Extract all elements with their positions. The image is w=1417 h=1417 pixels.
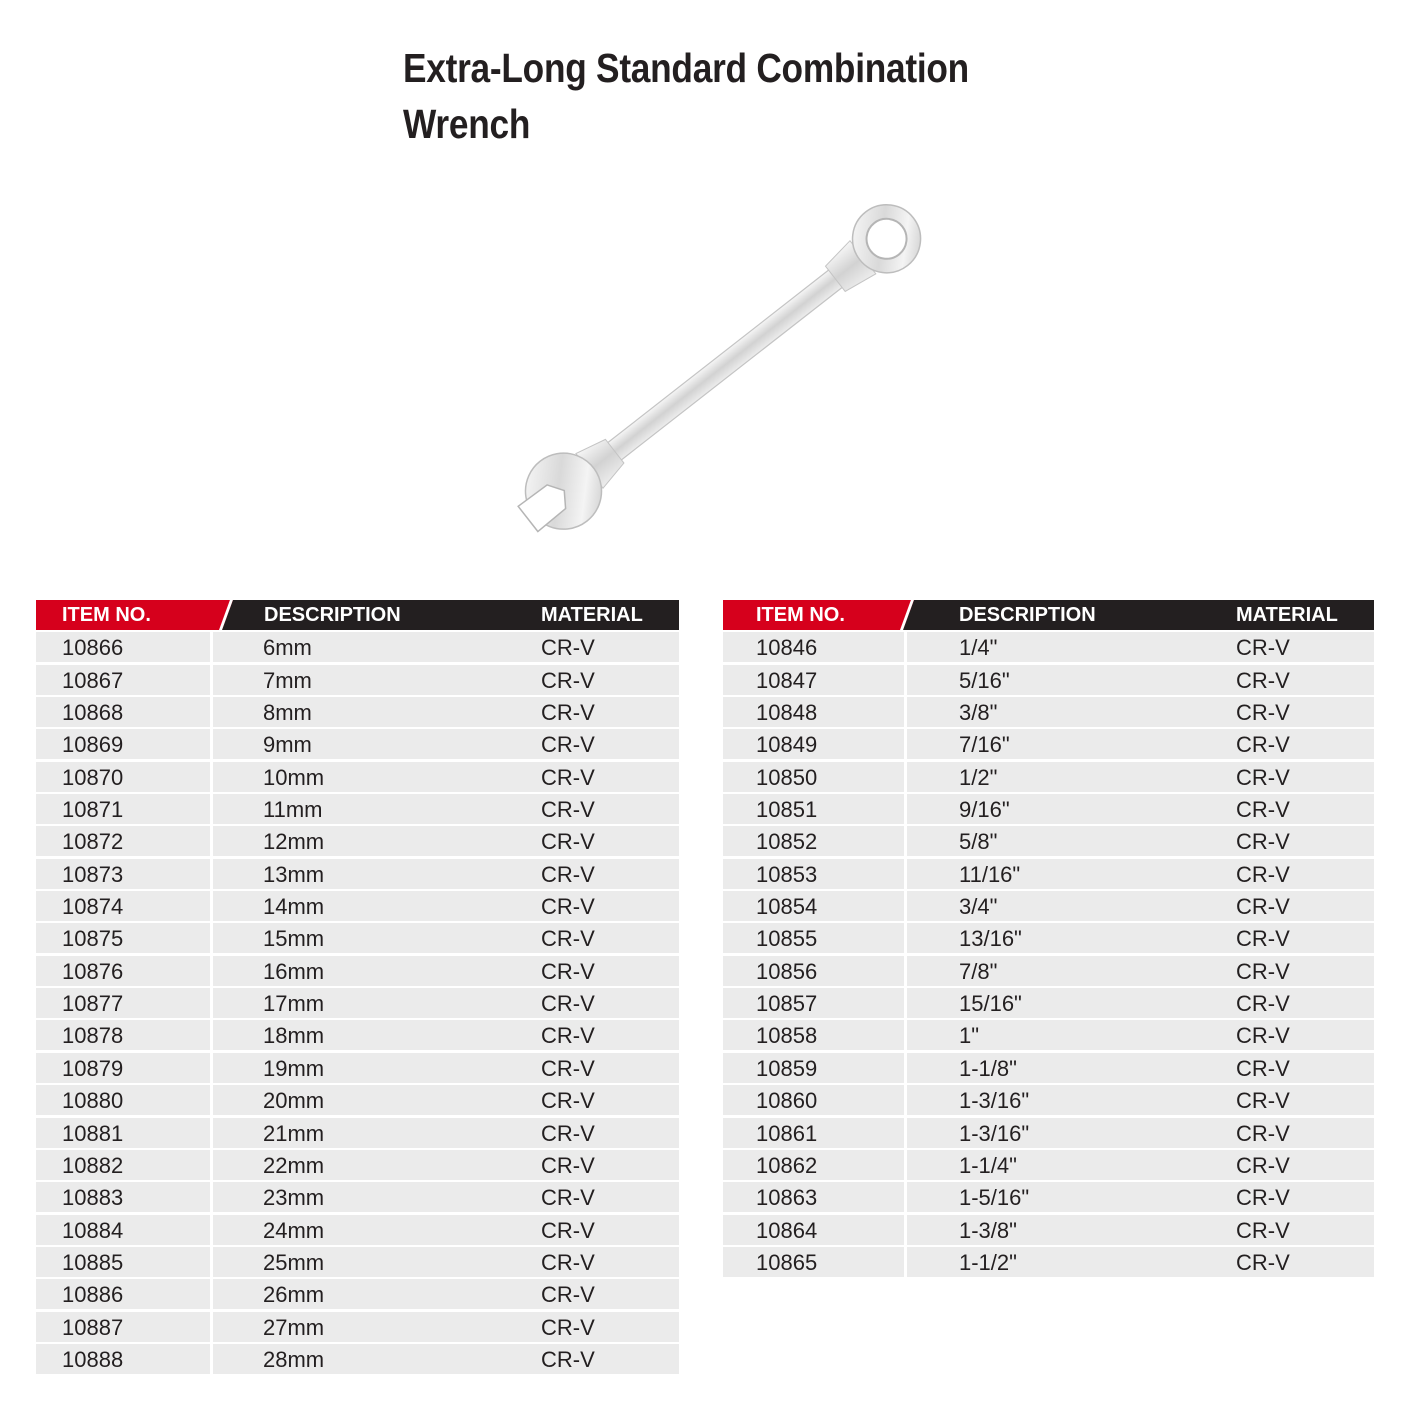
table-row — [36, 1150, 679, 1180]
header-material: MATERIAL — [541, 604, 643, 626]
table-row — [36, 1053, 679, 1083]
item-material: CR-V — [1236, 958, 1290, 984]
item-material: CR-V — [541, 861, 595, 887]
item-description: 1-1/2" — [959, 1249, 1017, 1275]
item-material: CR-V — [541, 732, 595, 758]
item-material: CR-V — [541, 829, 595, 855]
item-number: 10864 — [756, 1217, 818, 1243]
item-number: 10851 — [756, 797, 818, 823]
item-material: CR-V — [1236, 797, 1290, 823]
table-row — [723, 1020, 1374, 1050]
item-number: 10874 — [62, 894, 124, 920]
item-description: 11mm — [263, 797, 323, 823]
item-number: 10853 — [756, 861, 818, 887]
item-material: CR-V — [541, 797, 595, 823]
item-description: 16mm — [263, 958, 325, 984]
header-item-no: ITEM NO. — [62, 604, 151, 626]
table-row — [723, 1247, 1374, 1277]
item-material: CR-V — [541, 1088, 595, 1114]
item-number: 10859 — [756, 1055, 818, 1081]
item-number: 10883 — [62, 1185, 124, 1211]
item-description: 1-3/8" — [959, 1217, 1017, 1243]
item-description: 21mm — [263, 1120, 325, 1146]
item-description: 10mm — [263, 764, 325, 790]
item-description: 1" — [959, 1023, 980, 1049]
page-title-line1: Extra-Long Standard Combination — [403, 45, 969, 91]
item-number: 10884 — [62, 1217, 124, 1243]
item-description: 17mm — [263, 991, 325, 1017]
item-material: CR-V — [1236, 1185, 1290, 1211]
item-number: 10856 — [756, 958, 818, 984]
table-row — [36, 1215, 679, 1245]
item-material: CR-V — [1236, 1217, 1290, 1243]
item-description: 27mm — [263, 1314, 325, 1340]
item-material: CR-V — [1236, 861, 1290, 887]
item-number: 10858 — [756, 1023, 818, 1049]
table-row — [36, 794, 679, 824]
item-number: 10866 — [62, 635, 124, 661]
item-material: CR-V — [541, 991, 595, 1017]
combination-wrench-icon — [510, 180, 940, 550]
table-row — [36, 1118, 679, 1148]
table-row — [723, 826, 1374, 856]
table-row — [36, 826, 679, 856]
item-material: CR-V — [1236, 1249, 1290, 1275]
item-number: 10877 — [62, 991, 124, 1017]
item-material: CR-V — [541, 1346, 595, 1372]
table-row — [723, 1053, 1374, 1083]
item-description: 7/8" — [959, 958, 998, 984]
table-row — [723, 794, 1374, 824]
item-material: CR-V — [541, 667, 595, 693]
item-description: 7/16" — [959, 732, 1010, 758]
table-row — [36, 665, 679, 695]
item-number: 10849 — [756, 732, 818, 758]
table-row — [723, 923, 1374, 953]
item-number: 10886 — [62, 1282, 124, 1308]
item-number: 10869 — [62, 732, 124, 758]
table-row — [36, 923, 679, 953]
item-material: CR-V — [541, 894, 595, 920]
item-material: CR-V — [541, 958, 595, 984]
table-row — [36, 1279, 679, 1309]
page-title — [403, 40, 1005, 152]
item-number: 10862 — [756, 1152, 818, 1178]
item-description: 11/16" — [959, 861, 1021, 887]
item-description: 13mm — [263, 861, 325, 887]
table-row — [36, 891, 679, 921]
item-material: CR-V — [541, 700, 595, 726]
table-header — [36, 600, 679, 630]
item-number: 10847 — [756, 667, 818, 693]
item-number: 10880 — [62, 1088, 124, 1114]
table-row — [36, 956, 679, 986]
item-description: 22mm — [263, 1152, 325, 1178]
item-material: CR-V — [1236, 926, 1290, 952]
header-description: DESCRIPTION — [264, 604, 401, 626]
item-number: 10860 — [756, 1088, 818, 1114]
item-material: CR-V — [541, 1249, 595, 1275]
item-number: 10873 — [62, 861, 124, 887]
item-number: 10876 — [62, 958, 124, 984]
item-description: 23mm — [263, 1185, 325, 1211]
imperial-sizes-table — [723, 600, 1374, 1277]
item-description: 13/16" — [959, 926, 1022, 952]
item-description: 26mm — [263, 1282, 325, 1308]
table-row — [723, 891, 1374, 921]
item-material: CR-V — [1236, 991, 1290, 1017]
item-material: CR-V — [1236, 1152, 1290, 1178]
table-row — [36, 697, 679, 727]
item-material: CR-V — [1236, 1088, 1290, 1114]
item-number: 10882 — [62, 1152, 124, 1178]
table-row — [723, 697, 1374, 727]
table-row — [723, 1118, 1374, 1148]
table-header — [723, 600, 1374, 630]
item-number: 10887 — [62, 1314, 124, 1340]
item-material: CR-V — [1236, 667, 1290, 693]
item-number: 10872 — [62, 829, 124, 855]
item-description: 1-5/16" — [959, 1185, 1030, 1211]
header-material: MATERIAL — [1236, 604, 1338, 626]
item-material: CR-V — [541, 1152, 595, 1178]
item-number: 10888 — [62, 1346, 124, 1372]
item-material: CR-V — [541, 1185, 595, 1211]
item-description: 15mm — [263, 926, 325, 952]
table-row — [723, 1150, 1374, 1180]
item-material: CR-V — [1236, 1120, 1290, 1146]
table-row — [723, 632, 1374, 662]
item-description: 12mm — [263, 829, 325, 855]
table-row — [36, 762, 679, 792]
item-material: CR-V — [541, 1055, 595, 1081]
item-number: 10855 — [756, 926, 818, 952]
item-description: 8mm — [263, 700, 312, 726]
item-number: 10863 — [756, 1185, 818, 1211]
item-material: CR-V — [1236, 700, 1290, 726]
item-number: 10875 — [62, 926, 124, 952]
table-row — [723, 762, 1374, 792]
item-material: CR-V — [1236, 732, 1290, 758]
item-material: CR-V — [541, 1023, 595, 1049]
item-description: 3/4" — [959, 894, 998, 920]
item-material: CR-V — [1236, 894, 1290, 920]
item-description: 3/8" — [959, 700, 998, 726]
item-number: 10868 — [62, 700, 124, 726]
item-material: CR-V — [1236, 635, 1290, 661]
table-row — [723, 859, 1374, 889]
table-row — [36, 632, 679, 662]
item-description: 1-3/16" — [959, 1088, 1030, 1114]
item-description: 14mm — [263, 894, 325, 920]
item-number: 10861 — [756, 1120, 818, 1146]
header-description: DESCRIPTION — [959, 604, 1096, 626]
table-row — [36, 988, 679, 1018]
table-row — [36, 729, 679, 759]
item-description: 25mm — [263, 1249, 325, 1275]
item-material: CR-V — [1236, 764, 1290, 790]
item-number: 10846 — [756, 635, 818, 661]
item-description: 18mm — [263, 1023, 325, 1049]
table-row — [723, 1182, 1374, 1212]
item-description: 6mm — [263, 635, 312, 661]
item-number: 10881 — [62, 1120, 124, 1146]
item-description: 15/16" — [959, 991, 1022, 1017]
item-material: CR-V — [541, 926, 595, 952]
item-number: 10879 — [62, 1055, 124, 1081]
table-row — [723, 1085, 1374, 1115]
page-title-line2: Wrench — [403, 101, 531, 147]
item-material: CR-V — [541, 1120, 595, 1146]
item-number: 10865 — [756, 1249, 818, 1275]
item-material: CR-V — [1236, 1055, 1290, 1081]
item-description: 1/4" — [959, 635, 998, 661]
header-item-no: ITEM NO. — [756, 604, 845, 626]
table-row — [36, 1312, 679, 1342]
table-row — [723, 1215, 1374, 1245]
item-material: CR-V — [541, 1217, 595, 1243]
table-row — [36, 859, 679, 889]
item-description: 5/8" — [959, 829, 998, 855]
item-number: 10870 — [62, 764, 124, 790]
table-row — [36, 1182, 679, 1212]
table-row — [36, 1020, 679, 1050]
item-material: CR-V — [541, 635, 595, 661]
item-number: 10852 — [756, 829, 818, 855]
item-number: 10857 — [756, 991, 818, 1017]
item-material: CR-V — [1236, 829, 1290, 855]
table-row — [723, 665, 1374, 695]
item-description: 19mm — [263, 1055, 325, 1081]
item-description: 1-1/4" — [959, 1152, 1017, 1178]
item-number: 10850 — [756, 764, 818, 790]
table-row — [723, 729, 1374, 759]
item-description: 1-1/8" — [959, 1055, 1017, 1081]
table-row — [723, 956, 1374, 986]
item-description: 7mm — [263, 667, 312, 693]
item-number: 10854 — [756, 894, 818, 920]
item-description: 20mm — [263, 1088, 325, 1114]
item-description: 24mm — [263, 1217, 325, 1243]
item-number: 10871 — [62, 797, 124, 823]
item-material: CR-V — [541, 1314, 595, 1340]
item-number: 10867 — [62, 667, 124, 693]
table-row — [36, 1085, 679, 1115]
item-description: 1/2" — [959, 764, 998, 790]
item-description: 1-3/16" — [959, 1120, 1030, 1146]
item-description: 9/16" — [959, 797, 1010, 823]
table-row — [36, 1344, 679, 1374]
item-number: 10885 — [62, 1249, 124, 1275]
item-number: 10848 — [756, 700, 818, 726]
metric-sizes-table — [36, 600, 679, 1374]
item-material: CR-V — [541, 764, 595, 790]
table-row — [36, 1247, 679, 1277]
item-number: 10878 — [62, 1023, 124, 1049]
item-description: 28mm — [263, 1346, 325, 1372]
item-material: CR-V — [1236, 1023, 1290, 1049]
item-description: 5/16" — [959, 667, 1010, 693]
item-description: 9mm — [263, 732, 312, 758]
item-material: CR-V — [541, 1282, 595, 1308]
table-row — [723, 988, 1374, 1018]
